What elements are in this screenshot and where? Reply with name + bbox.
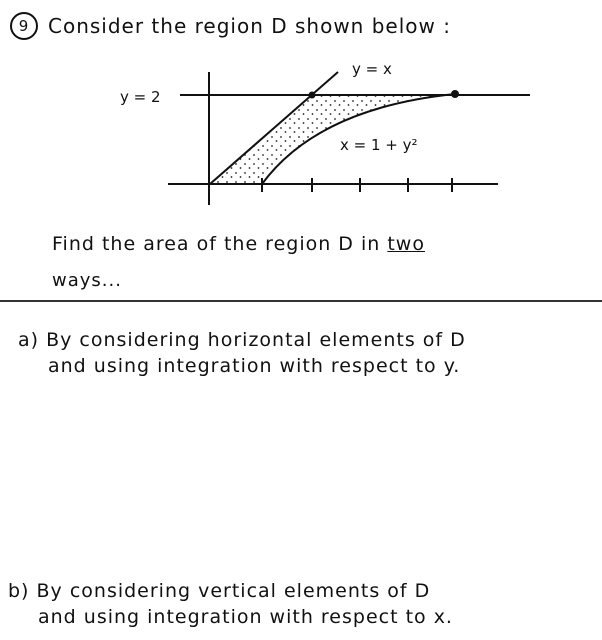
section-divider xyxy=(0,300,602,302)
part-a-line2: and using integration with respect to y. xyxy=(48,355,461,377)
find-area-text xyxy=(52,233,597,255)
region-d xyxy=(210,94,455,183)
label-y-equals-2: y = 2 xyxy=(120,88,161,106)
question-number: 9 xyxy=(10,12,38,40)
find-main: Find the area of the region D in xyxy=(52,233,381,255)
region-diagram xyxy=(0,0,602,230)
label-curve: x = 1 + y² xyxy=(340,136,418,154)
intersection-point xyxy=(309,92,316,99)
part-b-line1: b) By considering vertical elements of D xyxy=(8,580,431,602)
find-continuation: ways... xyxy=(52,270,122,291)
part-b xyxy=(8,578,453,630)
label-y-equals-x: y = x xyxy=(352,60,392,78)
question-prompt: Consider the region D shown below : xyxy=(48,14,451,38)
part-a xyxy=(18,327,466,379)
part-b-line2: and using integration with respect to x. xyxy=(38,606,453,628)
part-a-line1: a) By considering horizontal elements of D xyxy=(18,329,466,351)
intersection-point xyxy=(451,90,459,98)
find-emphasis: two xyxy=(387,233,425,255)
